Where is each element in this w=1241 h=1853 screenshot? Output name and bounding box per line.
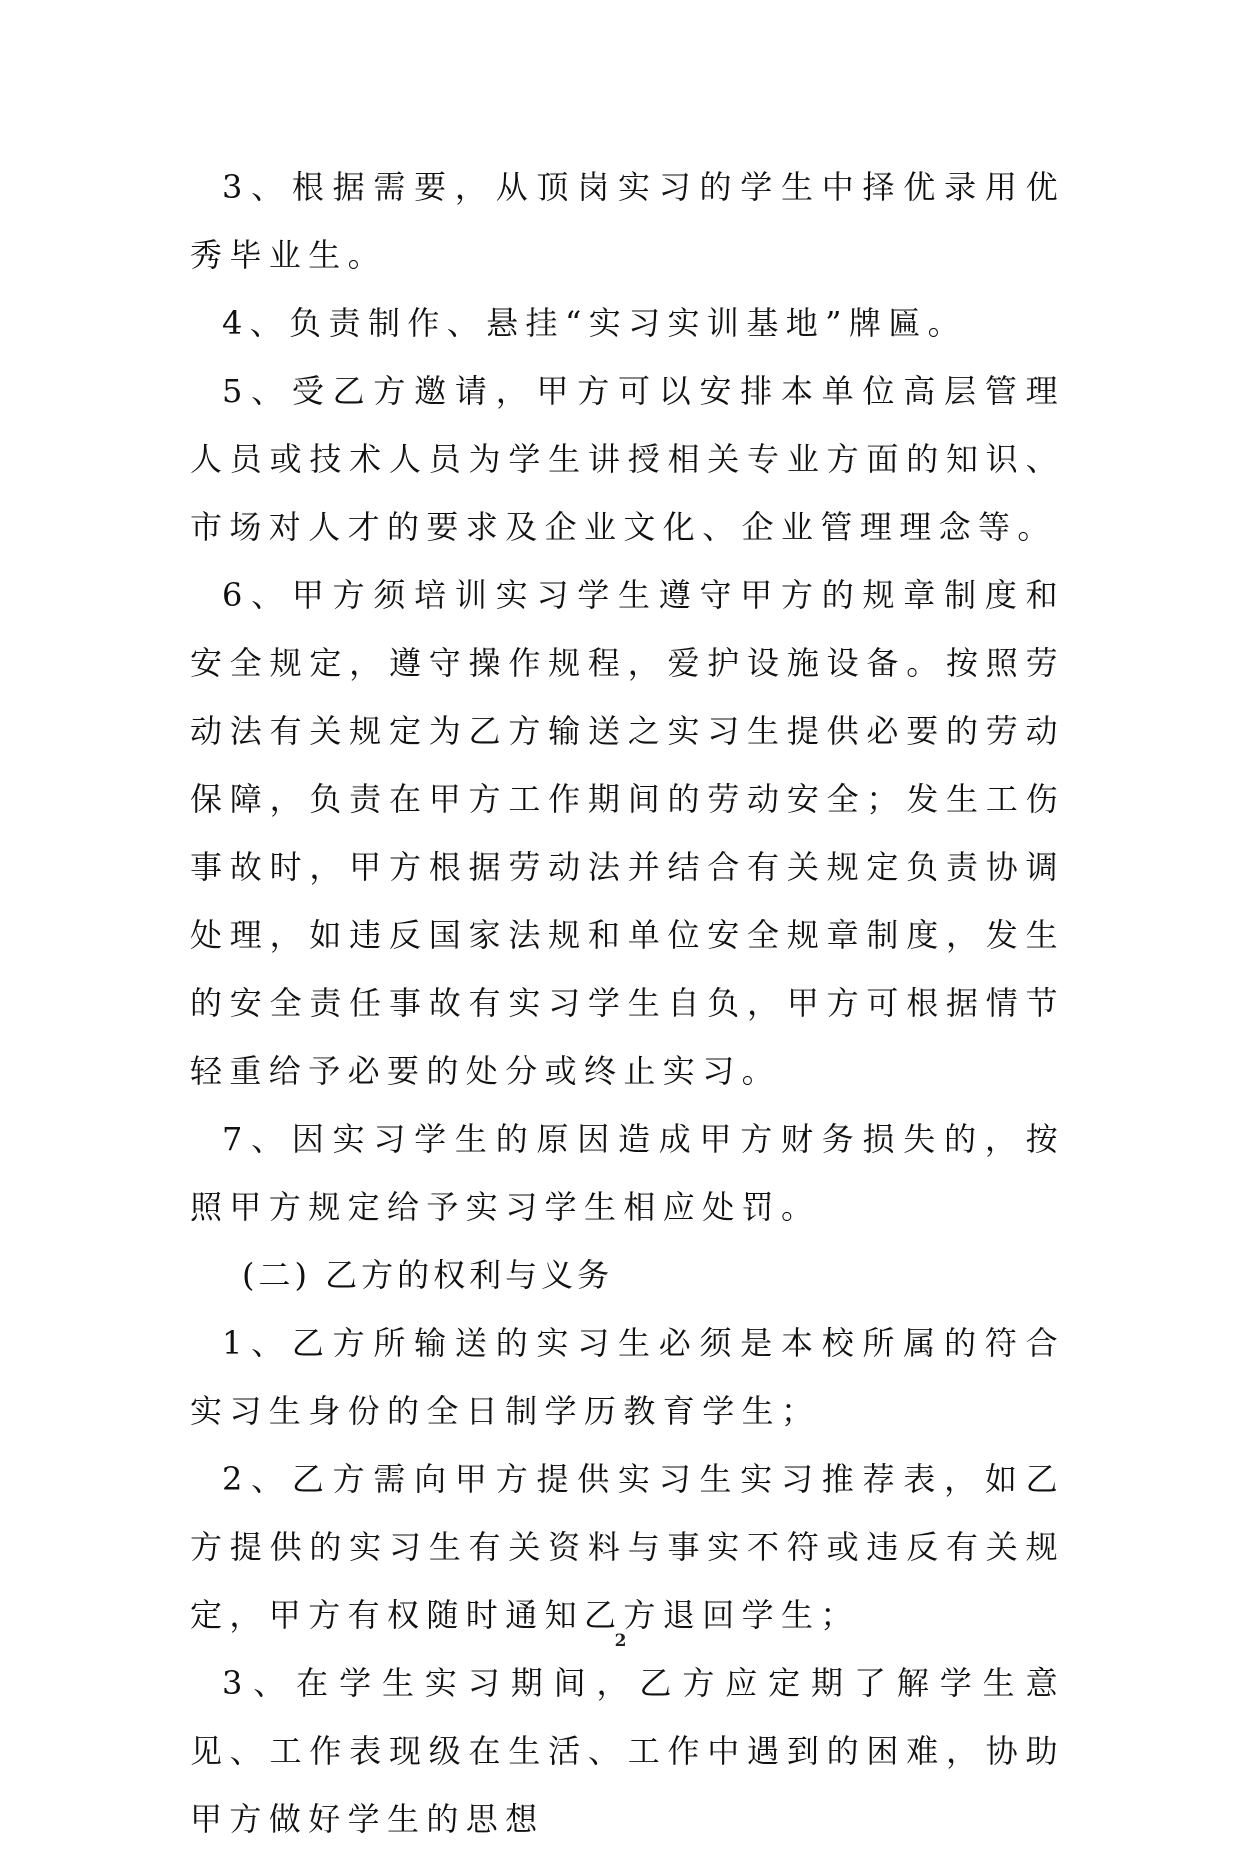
section-heading: (二) 乙方的权利与义务	[242, 1256, 614, 1294]
paragraph-item-3: 3、根据需要，从顶岗实习的学生中择优录用优秀毕业生。	[190, 168, 1065, 274]
paragraph-item-4: 4、负责制作、悬挂“实习实训基地”牌匾。	[222, 304, 968, 342]
section-paragraph-3: 3、在学生实习期间，乙方应定期了解学生意见、工作表现级在生活、工作中遇到的困难，协助甲方做好学生的思想	[190, 1664, 1065, 1838]
paragraph-item-6: 6、甲方须培训实习学生遵守甲方的规章制度和安全规定，遵守操作规程，爱护设施设备。按照劳动法有关规定为乙方输送之实习生提供必要的劳动保障，负责在甲方工作期间的劳动安全；发生工伤事故时，甲方根据劳动法并结合有关规定负责协调处理，如违反国家法规和单位安全规章制度，发生的安全责任事故有实习学生自负，甲方可根据情节轻重给予必要的处分或终止实习。	[190, 576, 1065, 1090]
section-paragraph-1: 1、乙方所输送的实习生必须是本校所属的符合实习生身份的全日制学历教育学生；	[190, 1324, 1065, 1430]
section-paragraph-2: 2、乙方需向甲方提供实习生实习推荐表，如乙方提供的实习生有关资料与事实不符或违反有关规定，甲方有权随时通知乙方退回学生；	[190, 1460, 1065, 1634]
paragraph-item-7: 7、因实习学生的原因造成甲方财务损失的，按照甲方规定给予实习学生相应处罚。	[190, 1120, 1065, 1226]
paragraph-item-5: 5、受乙方邀请，甲方可以安排本单位高层管理人员或技术人员为学生讲授相关专业方面的知识、市场对人才的要求及企业文化、企业管理理念等。	[190, 372, 1065, 546]
document-body	[190, 153, 1065, 1853]
page-number: 2	[614, 1631, 627, 1651]
